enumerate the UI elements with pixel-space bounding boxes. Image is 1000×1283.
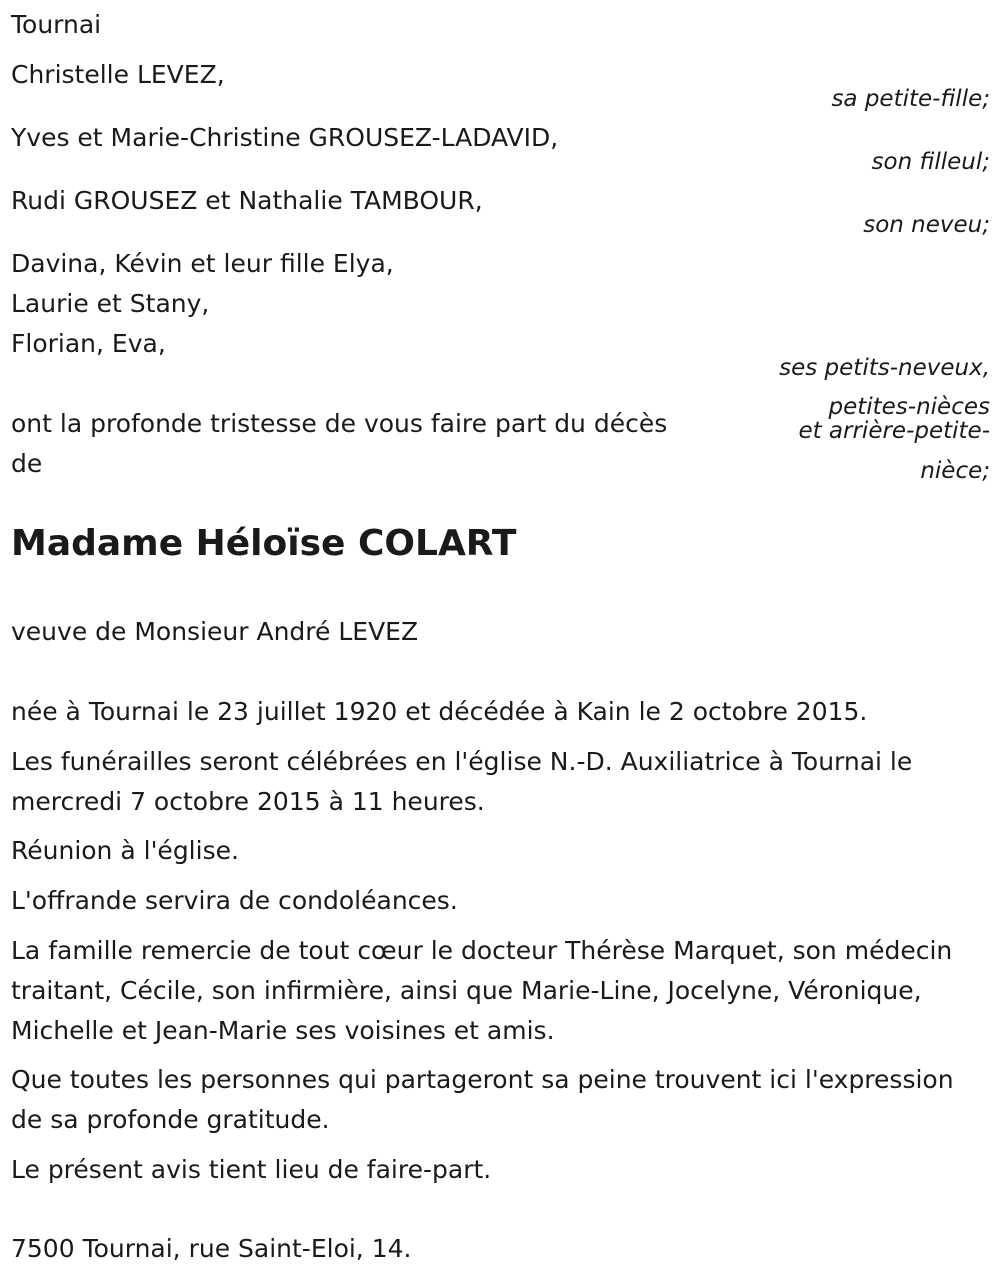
grand-nephews-line-3: Florian, Eva, xyxy=(11,329,166,358)
notice-paragraph: Le présent avis tient lieu de faire-part. xyxy=(11,1155,492,1184)
grand-nephews-relation-1: ses petits-neveux, xyxy=(779,355,990,381)
mourner-names-2: Yves et Marie-Christine GROUSEZ-LADAVID, xyxy=(11,123,559,152)
grand-nephews-relation-2: petites-nièces xyxy=(828,394,990,420)
gratitude-paragraph: Que toutes les personnes qui partageront sa peine trouvent ici l'expression de sa profonde gratitude. xyxy=(11,1065,954,1134)
mourner-names-1: Christelle LEVEZ, xyxy=(11,60,225,89)
mourner-names-3: Rudi GROUSEZ et Nathalie TAMBOUR, xyxy=(11,186,483,215)
thanks-paragraph: La famille remercie de tout cœur le docteur Thérèse Marquet, son médecin traitant, Cécile, son infirmière, ainsi que Marie-Line, Jocelyne, Véronique, Michelle et Jean-Marie ses voisines et amis. xyxy=(11,936,953,1045)
widow-of: veuve de Monsieur André LEVEZ xyxy=(11,617,419,646)
city-heading: Tournai xyxy=(11,10,102,39)
grand-nephews-relation-4: nièce; xyxy=(920,458,990,484)
mourner-relation-2: son filleul; xyxy=(871,149,990,175)
announcement-line-1: ont la profonde tristesse de vous faire part du décès xyxy=(11,409,668,438)
mourner-relation-1: sa petite-fille; xyxy=(831,86,990,112)
grand-nephews-relation-3: et arrière-petite- xyxy=(798,418,990,444)
meeting-paragraph: Réunion à l'église. xyxy=(11,836,239,865)
deceased-name: Madame Héloïse COLART xyxy=(11,523,517,564)
offering-paragraph: L'offrande servira de condoléances. xyxy=(11,886,458,915)
announcement-line-2: de xyxy=(11,449,43,478)
mourner-relation-3: son neveu; xyxy=(863,212,990,238)
grand-nephews-line-2: Laurie et Stany, xyxy=(11,289,210,318)
funeral-paragraph: Les funérailles seront célébrées en l'église N.-D. Auxiliatrice à Tournai le mercredi 7 octobre 2015 à 11 heures. xyxy=(11,747,913,816)
birth-death-paragraph: née à Tournai le 23 juillet 1920 et décédée à Kain le 2 octobre 2015. xyxy=(11,697,868,726)
address: 7500 Tournai, rue Saint-Eloi, 14. xyxy=(11,1234,412,1263)
grand-nephews-line-1: Davina, Kévin et leur fille Elya, xyxy=(11,249,394,278)
